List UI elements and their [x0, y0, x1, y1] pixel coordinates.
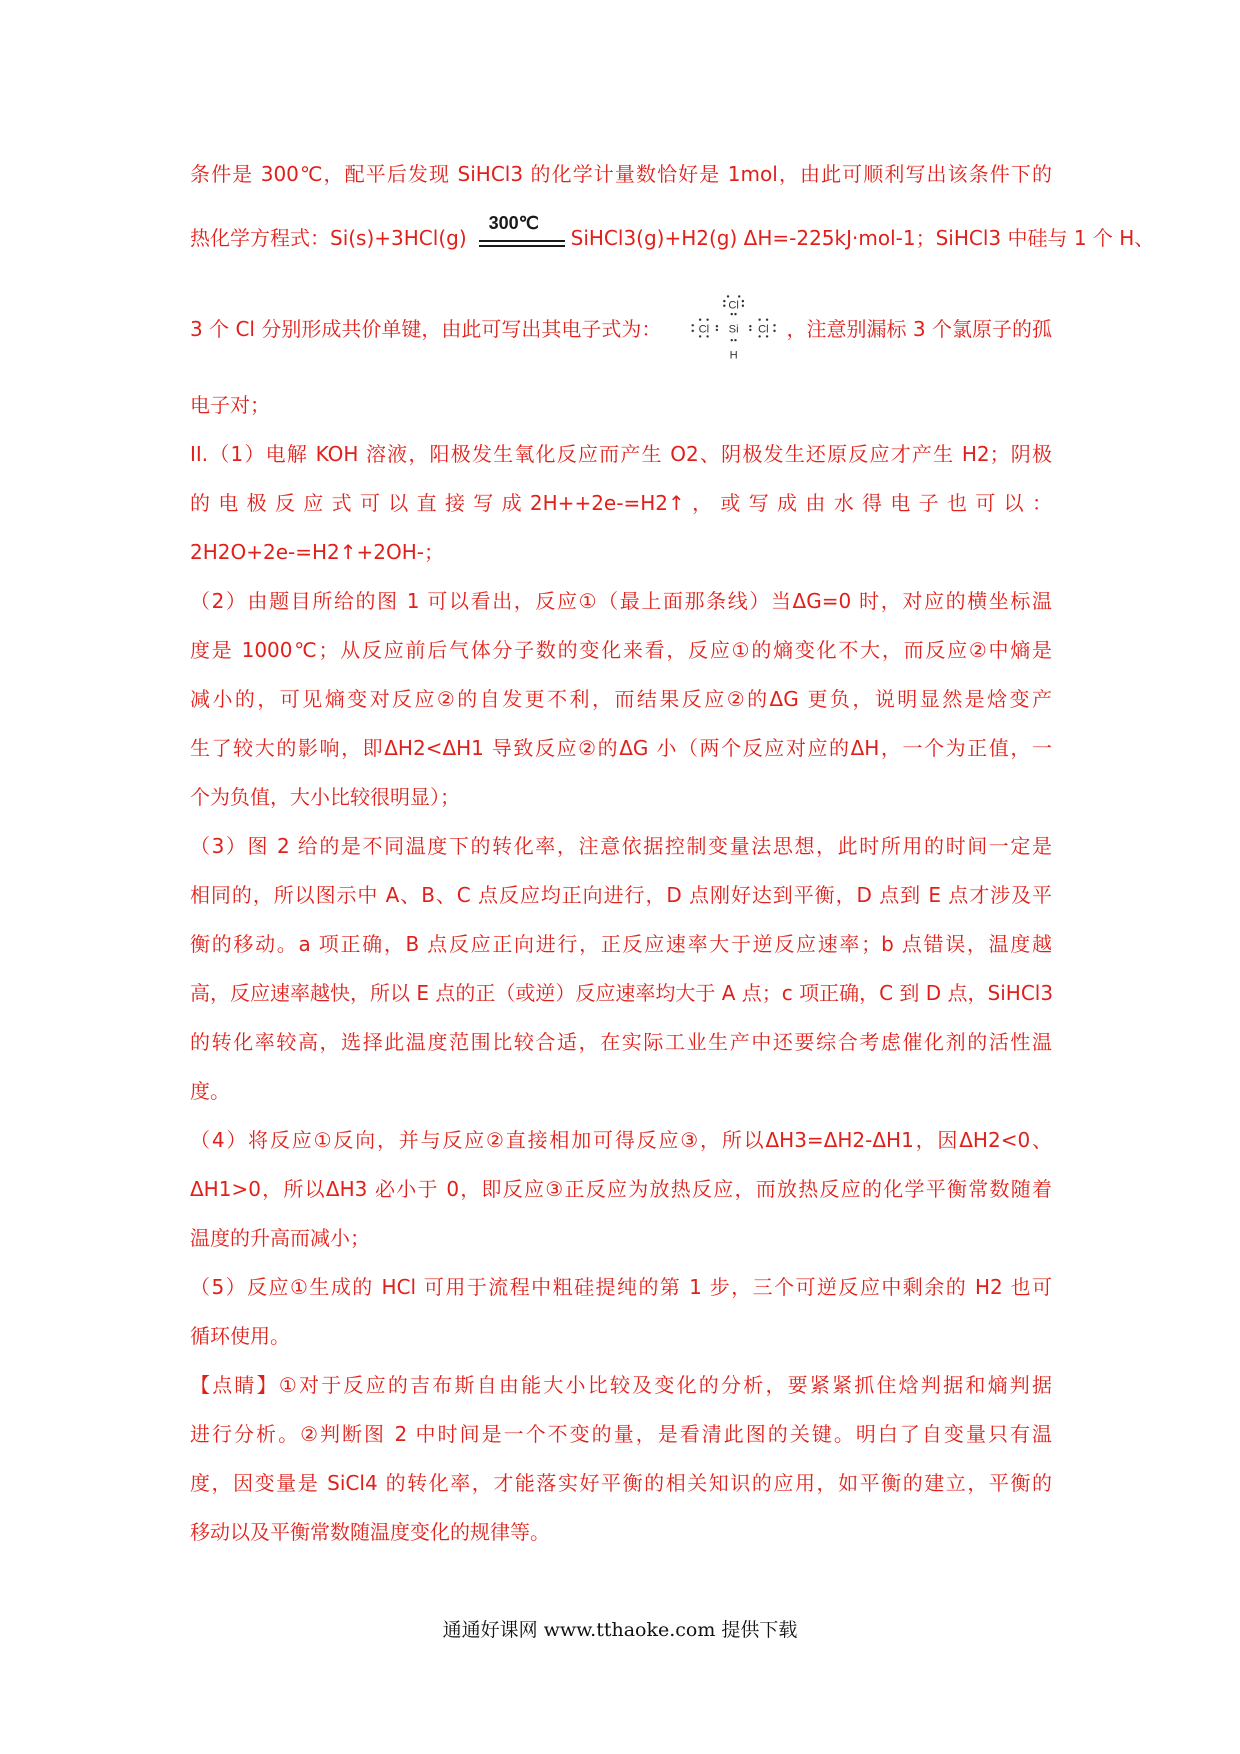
paragraph-line: 【点睛】①对于反应的吉布斯自由能大小比较及变化的分析，要紧紧抓住焓判据和熵判据	[190, 1373, 1052, 1397]
paragraph-line: 的转化率较高，选择此温度范围比较合适，在实际工业生产中还要综合考虑催化剂的活性温	[190, 1030, 1052, 1054]
answer-explanation	[190, 150, 1155, 1557]
paragraph-line: （5）反应①生成的 HCl 可用于流程中粗硅提纯的第 1 步，三个可逆反应中剩余的 H2 也可	[190, 1275, 1052, 1299]
condition-label: 300℃	[488, 212, 539, 233]
paragraph-line: 个为负值，大小比较很明显）；	[190, 785, 460, 809]
paragraph-line: 移动以及平衡常数随温度变化的规律等。	[190, 1520, 550, 1544]
paragraph-line: 循环使用。	[190, 1324, 290, 1348]
page-footer: 通通好课网 www.tthaoke.com 提供下载	[442, 1619, 798, 1641]
lewis-structure-diagram	[689, 291, 778, 367]
paragraph-line: 高，反应速率越快，所以 E 点的正（或逆）反应速率均大于 A 点；c 项正确，C 到 D 点，SiHCl3	[190, 981, 1054, 1005]
paragraph-line: II.（1）电解 KOH 溶液，阳极发生氧化反应而产生 O2、阴极发生还原反应才产生 H2；阴极	[190, 442, 1052, 466]
lewis-atom-right: Cl	[758, 323, 769, 336]
paragraph-line: ΔH1>0，所以ΔH3 必小于 0，即反应③正反应为放热反应，而放热反应的化学平衡常数随着	[190, 1177, 1052, 1201]
paragraph-line: 度，因变量是 SiCl4 的转化率，才能落实好平衡的相关知识的应用，如平衡的建立，平衡的	[190, 1471, 1052, 1495]
paragraph-line: 条件是 300℃，配平后发现 SiHCl3 的化学计量数恰好是 1mol，由此可顺利写出该条件下的	[190, 162, 1052, 186]
lewis-intro-text: 3 个 Cl 分别形成共价单键，由此可写出其电子式为：	[190, 316, 662, 341]
paragraph-line: 进行分析。②判断图 2 中时间是一个不变的量，是看清此图的关键。明白了自变量只有温	[190, 1422, 1052, 1446]
lewis-note-text: ，注意别漏标 3 个氯原子的孤	[786, 316, 1052, 341]
paragraph-line: 度是 1000℃；从反应前后气体分子数的变化来看，反应①的熵变化不大，而反应②中熵是	[190, 638, 1052, 662]
paragraph-line: （3）图 2 给的是不同温度下的转化率，注意依据控制变量法思想，此时所用的时间一定是	[190, 834, 1052, 858]
reaction-condition-arrow	[479, 212, 565, 256]
paragraph-line: 温度的升高而减小；	[190, 1226, 370, 1250]
paragraph-line: 的 电 极 反 应 式 可 以 直 接 写 成 2H++2e-=H2↑ ， 或 写 成 由 水 得 电 子 也 可 以 ：	[190, 491, 1052, 515]
equals-bar-bottom	[479, 245, 565, 247]
lewis-line	[190, 277, 1052, 381]
paragraph-line: （2）由题目所给的图 1 可以看出，反应①（最上面那条线）当ΔG=0 时，对应的横坐标温	[190, 589, 1052, 613]
equals-bar-top	[479, 240, 565, 242]
paragraph-line: （4）将反应①反向，并与反应②直接相加可得反应③，所以ΔH3=ΔH2-ΔH1，因ΔH2<0、	[190, 1128, 1052, 1152]
paragraph-line: 相同的，所以图示中 A、B、C 点反应均正向进行，D 点刚好达到平衡，D 点到 E 点才涉及平	[190, 883, 1052, 907]
equation-products: SiHCl3(g)+H2(g) ΔH=-225kJ·mol-1；SiHCl3 中硅与 1 个 H、	[570, 226, 1155, 250]
equation-reactants: 热化学方程式：Si(s)+3HCl(g)	[190, 226, 467, 250]
lewis-atom-center: Si	[728, 323, 739, 336]
paragraph-line: 2H2O+2e-=H2↑+2OH-；	[190, 540, 444, 564]
lewis-atom-top: Cl	[728, 299, 740, 312]
lewis-atom-left: Cl	[698, 323, 710, 336]
paragraph-line: 生了较大的影响，即ΔH2<ΔH1 导致反应②的ΔG 小（两个反应对应的ΔH，一个为正值，一	[190, 736, 1052, 760]
paragraph-line: 衡的移动。a 项正确，B 点反应正向进行，正反应速率大于逆反应速率；b 点错误，温度越	[190, 932, 1052, 956]
paragraph-line: 减小的，可见熵变对反应②的自发更不利，而结果反应②的ΔG 更负，说明显然是焓变产	[190, 687, 1052, 711]
lewis-atom-bottom: H	[729, 349, 738, 362]
equation-line	[190, 199, 1155, 277]
paragraph-line: 电子对；	[190, 393, 270, 417]
paragraph-line: 度。	[190, 1079, 230, 1103]
